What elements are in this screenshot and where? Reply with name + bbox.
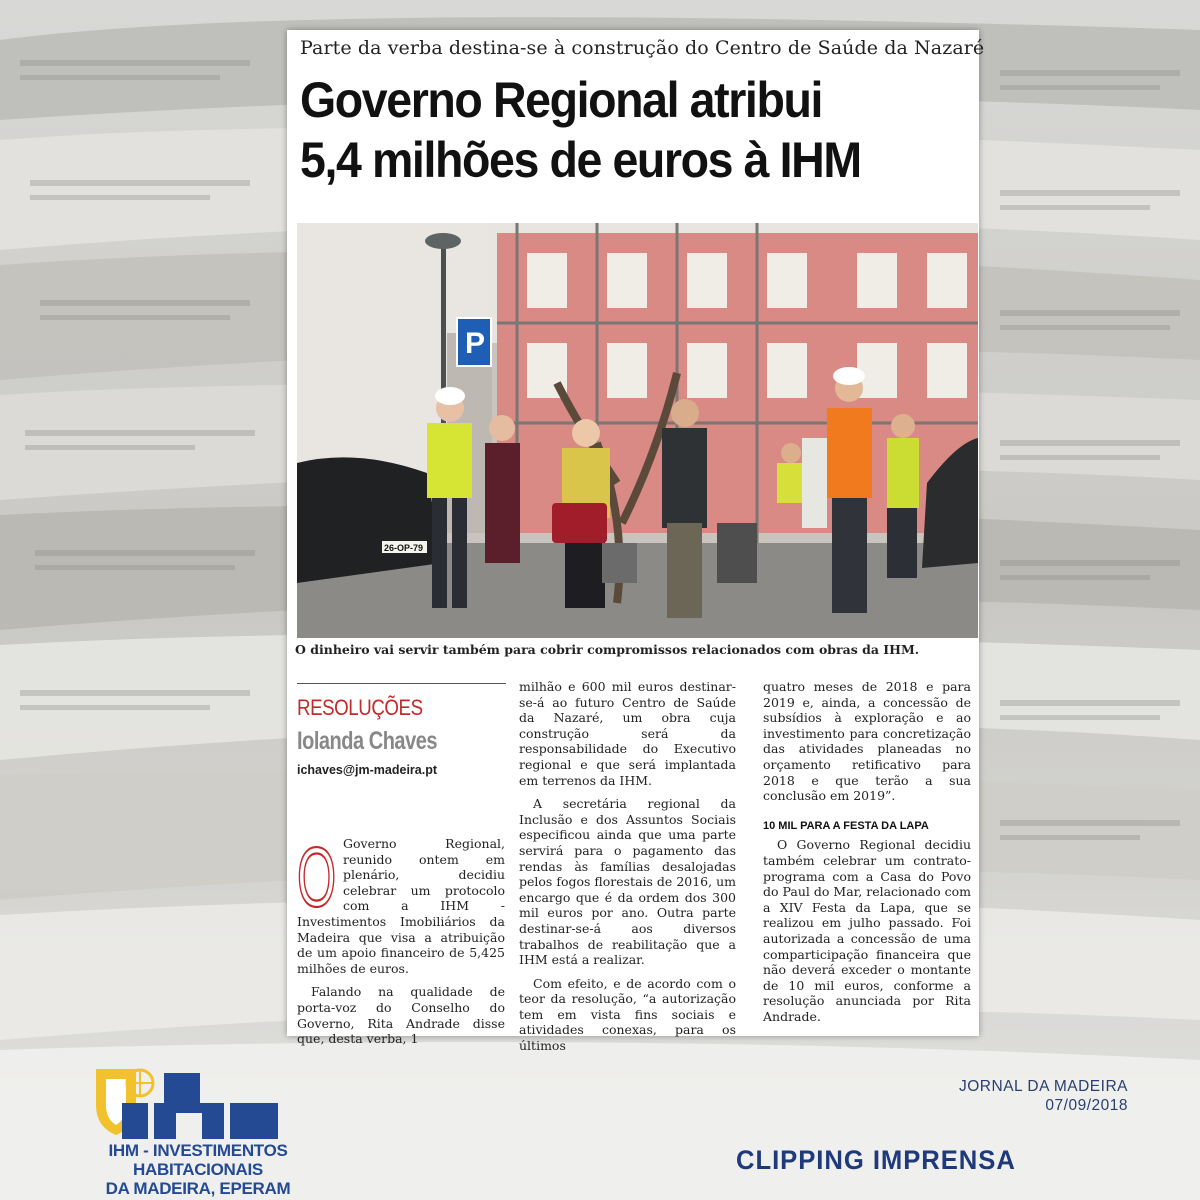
section-label: RESOLUÇÕES (297, 695, 423, 720)
paragraph-4: A secretária regional da Inclusão e dos Assuntos Sociais especificou ainda que uma parte servirá para o pagamento das rendas às famílias desalojadas pelos fogos florestais de 2016, um encargo que é da ordem dos 300 mil euros por ano. Outra parte destinar-se-á aos diversos trabalhos de reabilitação que a IHM está a realizar. (519, 796, 736, 968)
author-email: ichaves@jm-madeira.pt (297, 763, 438, 777)
car-plate: 26-OP-79 (384, 543, 424, 553)
journal-date: 07/09/2018 (1045, 1097, 1128, 1114)
dropcap (297, 829, 337, 925)
ihm-logo (92, 1065, 282, 1143)
organization-name-line-2: DA MADEIRA, EPERAM (105, 1179, 291, 1198)
article-column-1 (297, 829, 505, 1047)
paragraph-6: quatro meses de 2018 e para 2019 e, ainda, a concessão de subsídios à exploração e ao investimento para concretização das atividades planeadas no orçamento retificativo para 2018 e que terão a sua conclusão em 2019”. (763, 679, 971, 804)
organization-name (48, 1141, 348, 1198)
parking-sign-letter: P (465, 327, 486, 360)
paragraph-7: O Governo Regional decidiu também celebrar um contrato-programa com a Casa do Povo do Paul do Mar, relacionado com a XIV Festa da Lapa, que se realizou em julho passado. Foi autorizada a concessão de uma comparticipação financeira que não deverá exceder o montante de 10 mil euros, conforme a resolução anunciada por Rita Andrade. (763, 837, 971, 1024)
paragraph-3: milhão e 600 mil euros destinar-se-á ao futuro Centro de Saúde da Nazaré, um obra cuja construção será da responsabilidade do Executivo regional e que será implantada em terrenos da IHM. (519, 679, 736, 788)
newspaper-clipping (287, 30, 985, 1054)
paragraph-5: Com efeito, e de acordo com o teor da resolução, “a autorização tem em vista fins sociais e atividades conexas, para os últimos (519, 975, 736, 1054)
dropcap-letter: O (297, 829, 337, 925)
headline-line-2: 5,4 milhões de euros à IHM (300, 132, 861, 188)
article-headline (300, 70, 861, 190)
organization-name-line-1: IHM - INVESTIMENTOS HABITACIONAIS (108, 1141, 288, 1179)
article-photo (297, 223, 978, 638)
headline-line-1: Governo Regional atribui (300, 72, 823, 128)
photo-caption: O dinheiro vai servir também para cobrir compromissos relacionados com obras da IHM. (295, 642, 920, 657)
article-column-3 (763, 679, 971, 1024)
paragraph-2: Falando na qualidade de porta-voz do Conselho do Governo, Rita Andrade disse que, desta verba, 1 (297, 984, 505, 1047)
article-kicker: Parte da verba destina-se à construção do Centro de Saúde da Nazaré (300, 37, 985, 59)
paragraph-1: Governo Regional, reunido ontem em plenário, decidiu celebrar um protocolo com a IHM - Investimentos Imobiliários da Madeira que visa a atribuição de um apoio financeiro de 5,425 milhões de euros. (297, 836, 505, 976)
author-name: Iolanda Chaves (297, 727, 437, 755)
clipping-label: CLIPPING IMPRENSA (736, 1145, 1016, 1175)
section-divider (297, 683, 506, 684)
journal-info (959, 1077, 1128, 1115)
journal-name: JORNAL DA MADEIRA (959, 1078, 1128, 1095)
article-column-2 (519, 679, 736, 1054)
article-subhead: 10 MIL PARA A FESTA DA LAPA (763, 819, 929, 832)
